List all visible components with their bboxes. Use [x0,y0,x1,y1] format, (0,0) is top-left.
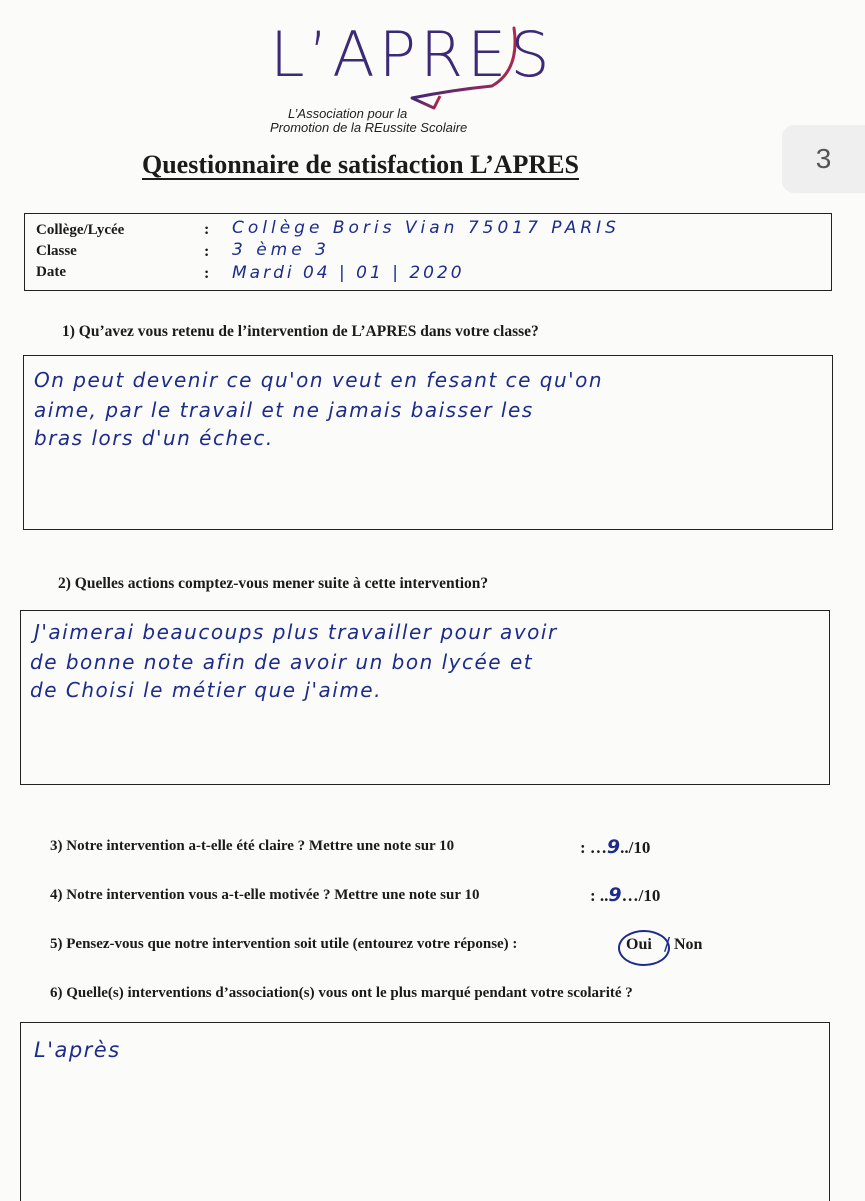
date-colon: : [204,265,210,282]
page-number-badge: 3 [782,125,865,193]
answer-2-line-2: de bonne note afin de avoir un bon lycée et [30,650,534,674]
rating-clarity-score: 9 [606,836,621,858]
question-3: 3) Notre intervention a-t-elle été claire ? Mettre une note sur 10 [50,838,455,854]
rating-motivation-score: 9 [608,884,622,906]
college-value: Collège Boris Vian 75017 PARIS [232,218,620,238]
classe-label: Classe [36,243,77,259]
rating-motivation-prefix: : .. [590,886,609,905]
option-oui: Oui [626,936,652,953]
college-colon: : [204,221,210,238]
answer-box-6 [20,1022,830,1201]
college-label: Collège/Lycée [36,222,125,238]
date-label: Date [36,264,66,280]
answer-6: L'après [34,1038,121,1062]
rating-clarity [580,836,650,858]
answer-1-line-2: aime, par le travail et ne jamais baisser les [34,398,534,422]
rating-motivation [590,884,660,906]
answer-2-line-3: de Choisi le métier que j'aime. [30,678,382,702]
option-separator: / [664,934,672,955]
date-value: Mardi 04 | 01 | 2020 [232,263,465,283]
page-title: Questionnaire de satisfaction L’APRES [142,150,579,179]
question-6: 6) Quelle(s) interventions d’association(s) vous ont le plus marqué pendant votre scolarité ? [50,985,633,1001]
answer-1-line-3: bras lors d'un échec. [34,426,274,450]
logo: L’APRES [270,18,554,91]
option-non: Non [674,936,703,953]
question-5: 5) Pensez-vous que notre intervention soit utile (entourez votre réponse) : [50,936,518,952]
rating-clarity-prefix: : … [580,838,607,857]
question-1: 1) Qu’avez vous retenu de l’intervention de L’APRES dans votre classe? [62,323,539,340]
question-4: 4) Notre intervention vous a-t-elle motivée ? Mettre une note sur 10 [50,887,480,903]
rating-motivation-suffix: …/10 [621,886,661,905]
question-2: 2) Quelles actions comptez-vous mener suite à cette intervention? [58,575,489,592]
logo-tagline-line1: L’Association pour la [288,106,408,121]
classe-colon: : [204,243,210,260]
rating-clarity-suffix: ../10 [620,838,651,857]
answer-1-line-1: On peut devenir ce qu'on veut en fesant ce qu'on [34,368,604,392]
classe-value: 3 ème 3 [232,240,330,260]
answer-2-line-1: J'aimerai beaucoups plus travailler pour avoir [34,620,558,644]
logo-tagline-line2: Promotion de la REussite Scolaire [270,120,468,135]
